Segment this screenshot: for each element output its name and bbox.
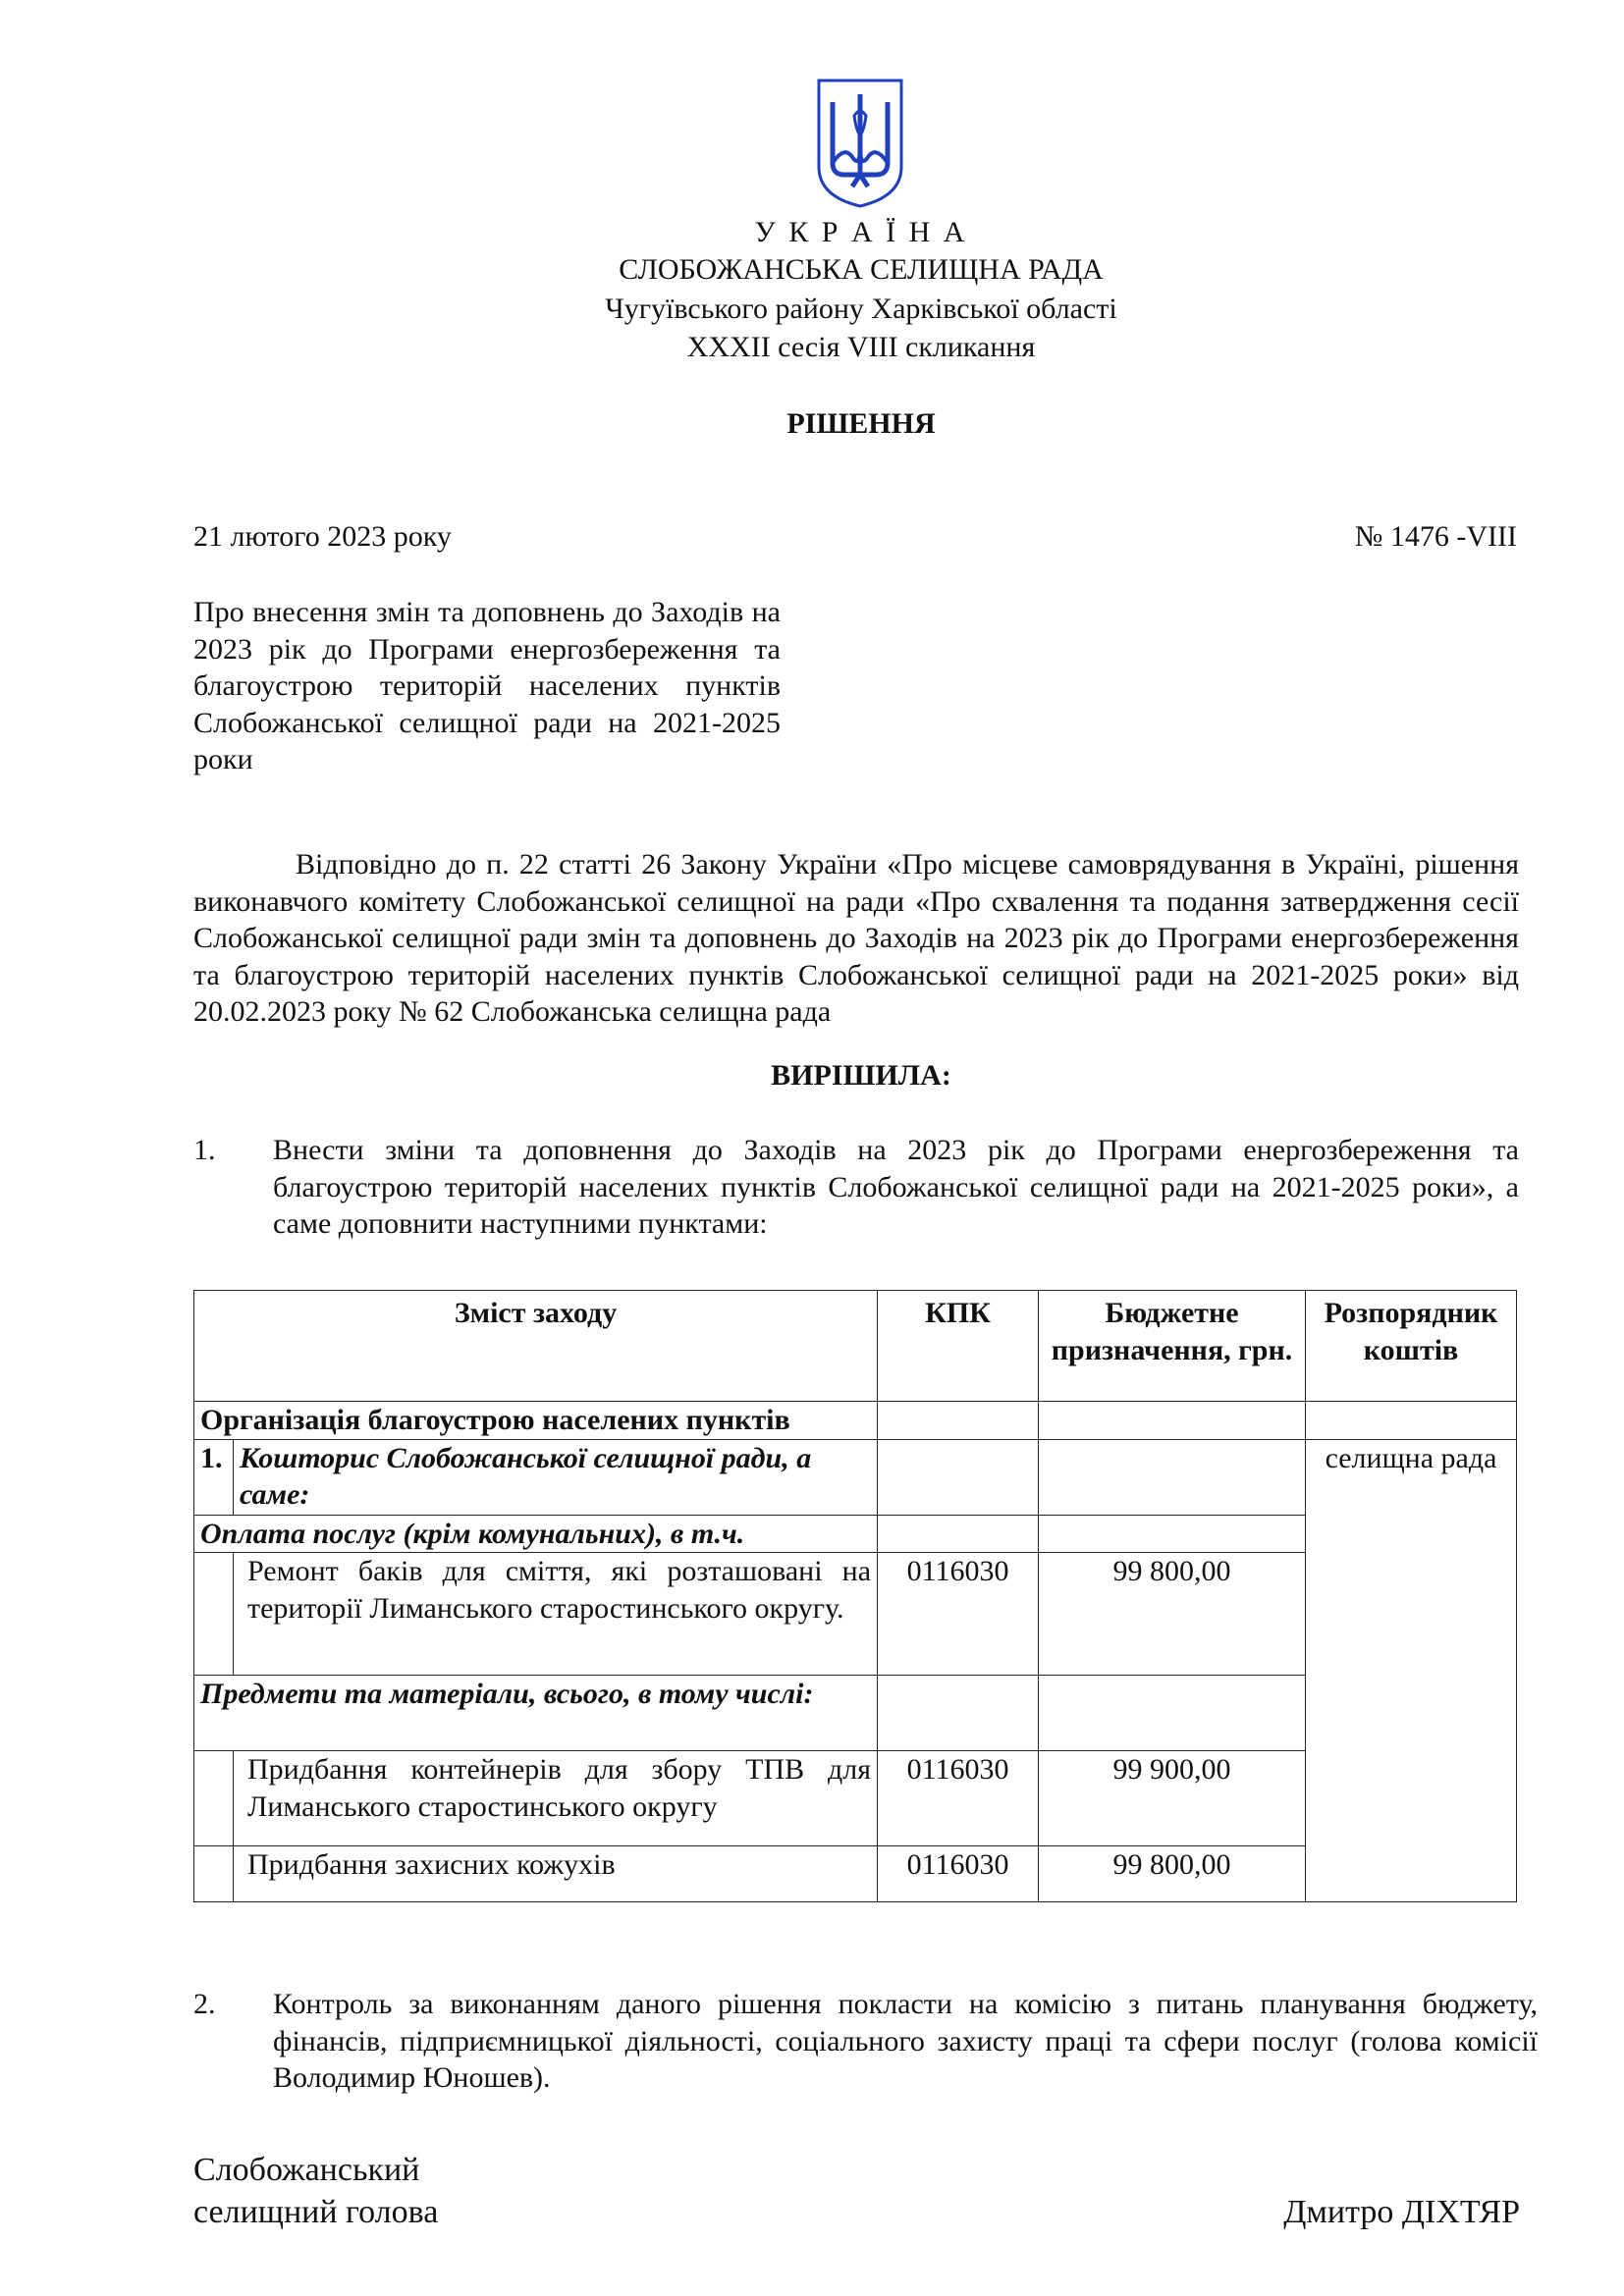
item-text: Контроль за виконанням даного рішення покласти на комісію з питань планування бюджету, фінансів, підприємницької діяльності, соціального захисту праці та сфери послуг (голова комісії Володимир Юношев). [273,1988,1538,2094]
header-manager: Розпорядник коштів [1306,1291,1517,1402]
row-amount: 99 800,00 [1039,1553,1306,1676]
table-cell [1039,1439,1306,1515]
coat-of-arms-icon [815,77,905,210]
table-cell [1039,1402,1306,1440]
preamble: Відповідно до п. 22 статті 26 Закону України «Про місцеве самоврядування в Україні, рішення виконавчого комітету Слобожанської селищної на ради «Про схвалення та подання затвердження сесії Слобожанської селищної ради змін та доповнень до Заходів на 2023 рік до Програми енергозбереження та благоустрою територій населених пунктів Слобожанської селищної ради на 2021-2025 роки» від 20.02.2023 року № 62 Слобожанська селищна рада [193,848,1519,1028]
table-cell [194,1846,234,1902]
table-cell [878,1439,1039,1515]
table-cell [194,1553,234,1676]
row-amount: 99 800,00 [1039,1846,1306,1902]
decision-number: № 1476 -VIII [1354,520,1517,553]
signatory-position-line2: селищний голова [193,2194,439,2230]
table-row [194,1402,1517,1440]
table-cell [878,1402,1039,1440]
estimate-title: Кошторис Слобожанської селищної ради, а саме: [234,1439,878,1515]
table-cell [878,1515,1039,1553]
row-text: Придбання контейнерів для збору ТПВ для Лиманського старостинського округу [234,1751,878,1846]
table-cell [1039,1676,1306,1751]
document-type: РІШЕННЯ [786,407,936,440]
item-number: 1. [193,1134,216,1166]
item-text: Внести зміни та доповнення до Заходів на 2023 рік до Програми енергозбереження та благоустрою територій населених пунктів Слобожанської селищної ради на 2021-2025 роки», а саме доповнити наступними пунктами: [273,1134,1519,1240]
header-content: Зміст заходу [194,1291,878,1402]
row-text: Придбання захисних кожухів [234,1846,878,1902]
country-title: У К Р А Ї Н А [754,216,968,248]
table-cell [1039,1515,1306,1553]
signatory-position-line1: Слобожанський [193,2152,420,2188]
decision-subject: Про внесення змін та доповнень до Заходів на 2023 рік до Програми енергозбереження та благоустрою територій населених пунктів Слобожанської селищної ради на 2021-2025 роки [193,596,781,775]
row-kpk: 0116030 [878,1553,1039,1676]
decided-heading: ВИРІШИЛА: [771,1059,951,1092]
materials-group: Предмети та матеріали, всього, в тому числі: [194,1676,878,1751]
table-cell [1306,1402,1517,1440]
header-kpk: КПК [878,1291,1039,1402]
table-header-row [194,1291,1517,1402]
row-text: Ремонт баків для сміття, які розташовані на території Лиманського старостинського округу. [234,1553,878,1676]
decision-date: 21 лютого 2023 року [193,520,452,553]
session-name: XXXII сесія VIII скликання [686,331,1036,363]
table-row [194,1439,1517,1515]
manager-value: селищна рада [1306,1439,1517,1902]
header-budget: Бюджетне призначення, грн. [1039,1291,1306,1402]
table-cell [878,1676,1039,1751]
table-cell [194,1751,234,1846]
council-name: СЛОБОЖАНСЬКА СЕЛИЩНА РАДА [619,253,1104,286]
measures-table [193,1290,1517,1902]
row-kpk: 0116030 [878,1751,1039,1846]
estimate-number: 1. [194,1439,234,1515]
signatory-name: Дмитро ДІХТЯР [1283,2194,1520,2230]
services-group: Оплата послуг (крім комунальних), в т.ч. [194,1515,878,1553]
row-kpk: 0116030 [878,1846,1039,1902]
item-number: 2. [193,1988,216,2020]
row-amount: 99 900,00 [1039,1751,1306,1846]
district-name: Чугуївського району Харківської області [605,293,1117,325]
section-title: Організація благоустрою населених пунктів [194,1402,878,1440]
